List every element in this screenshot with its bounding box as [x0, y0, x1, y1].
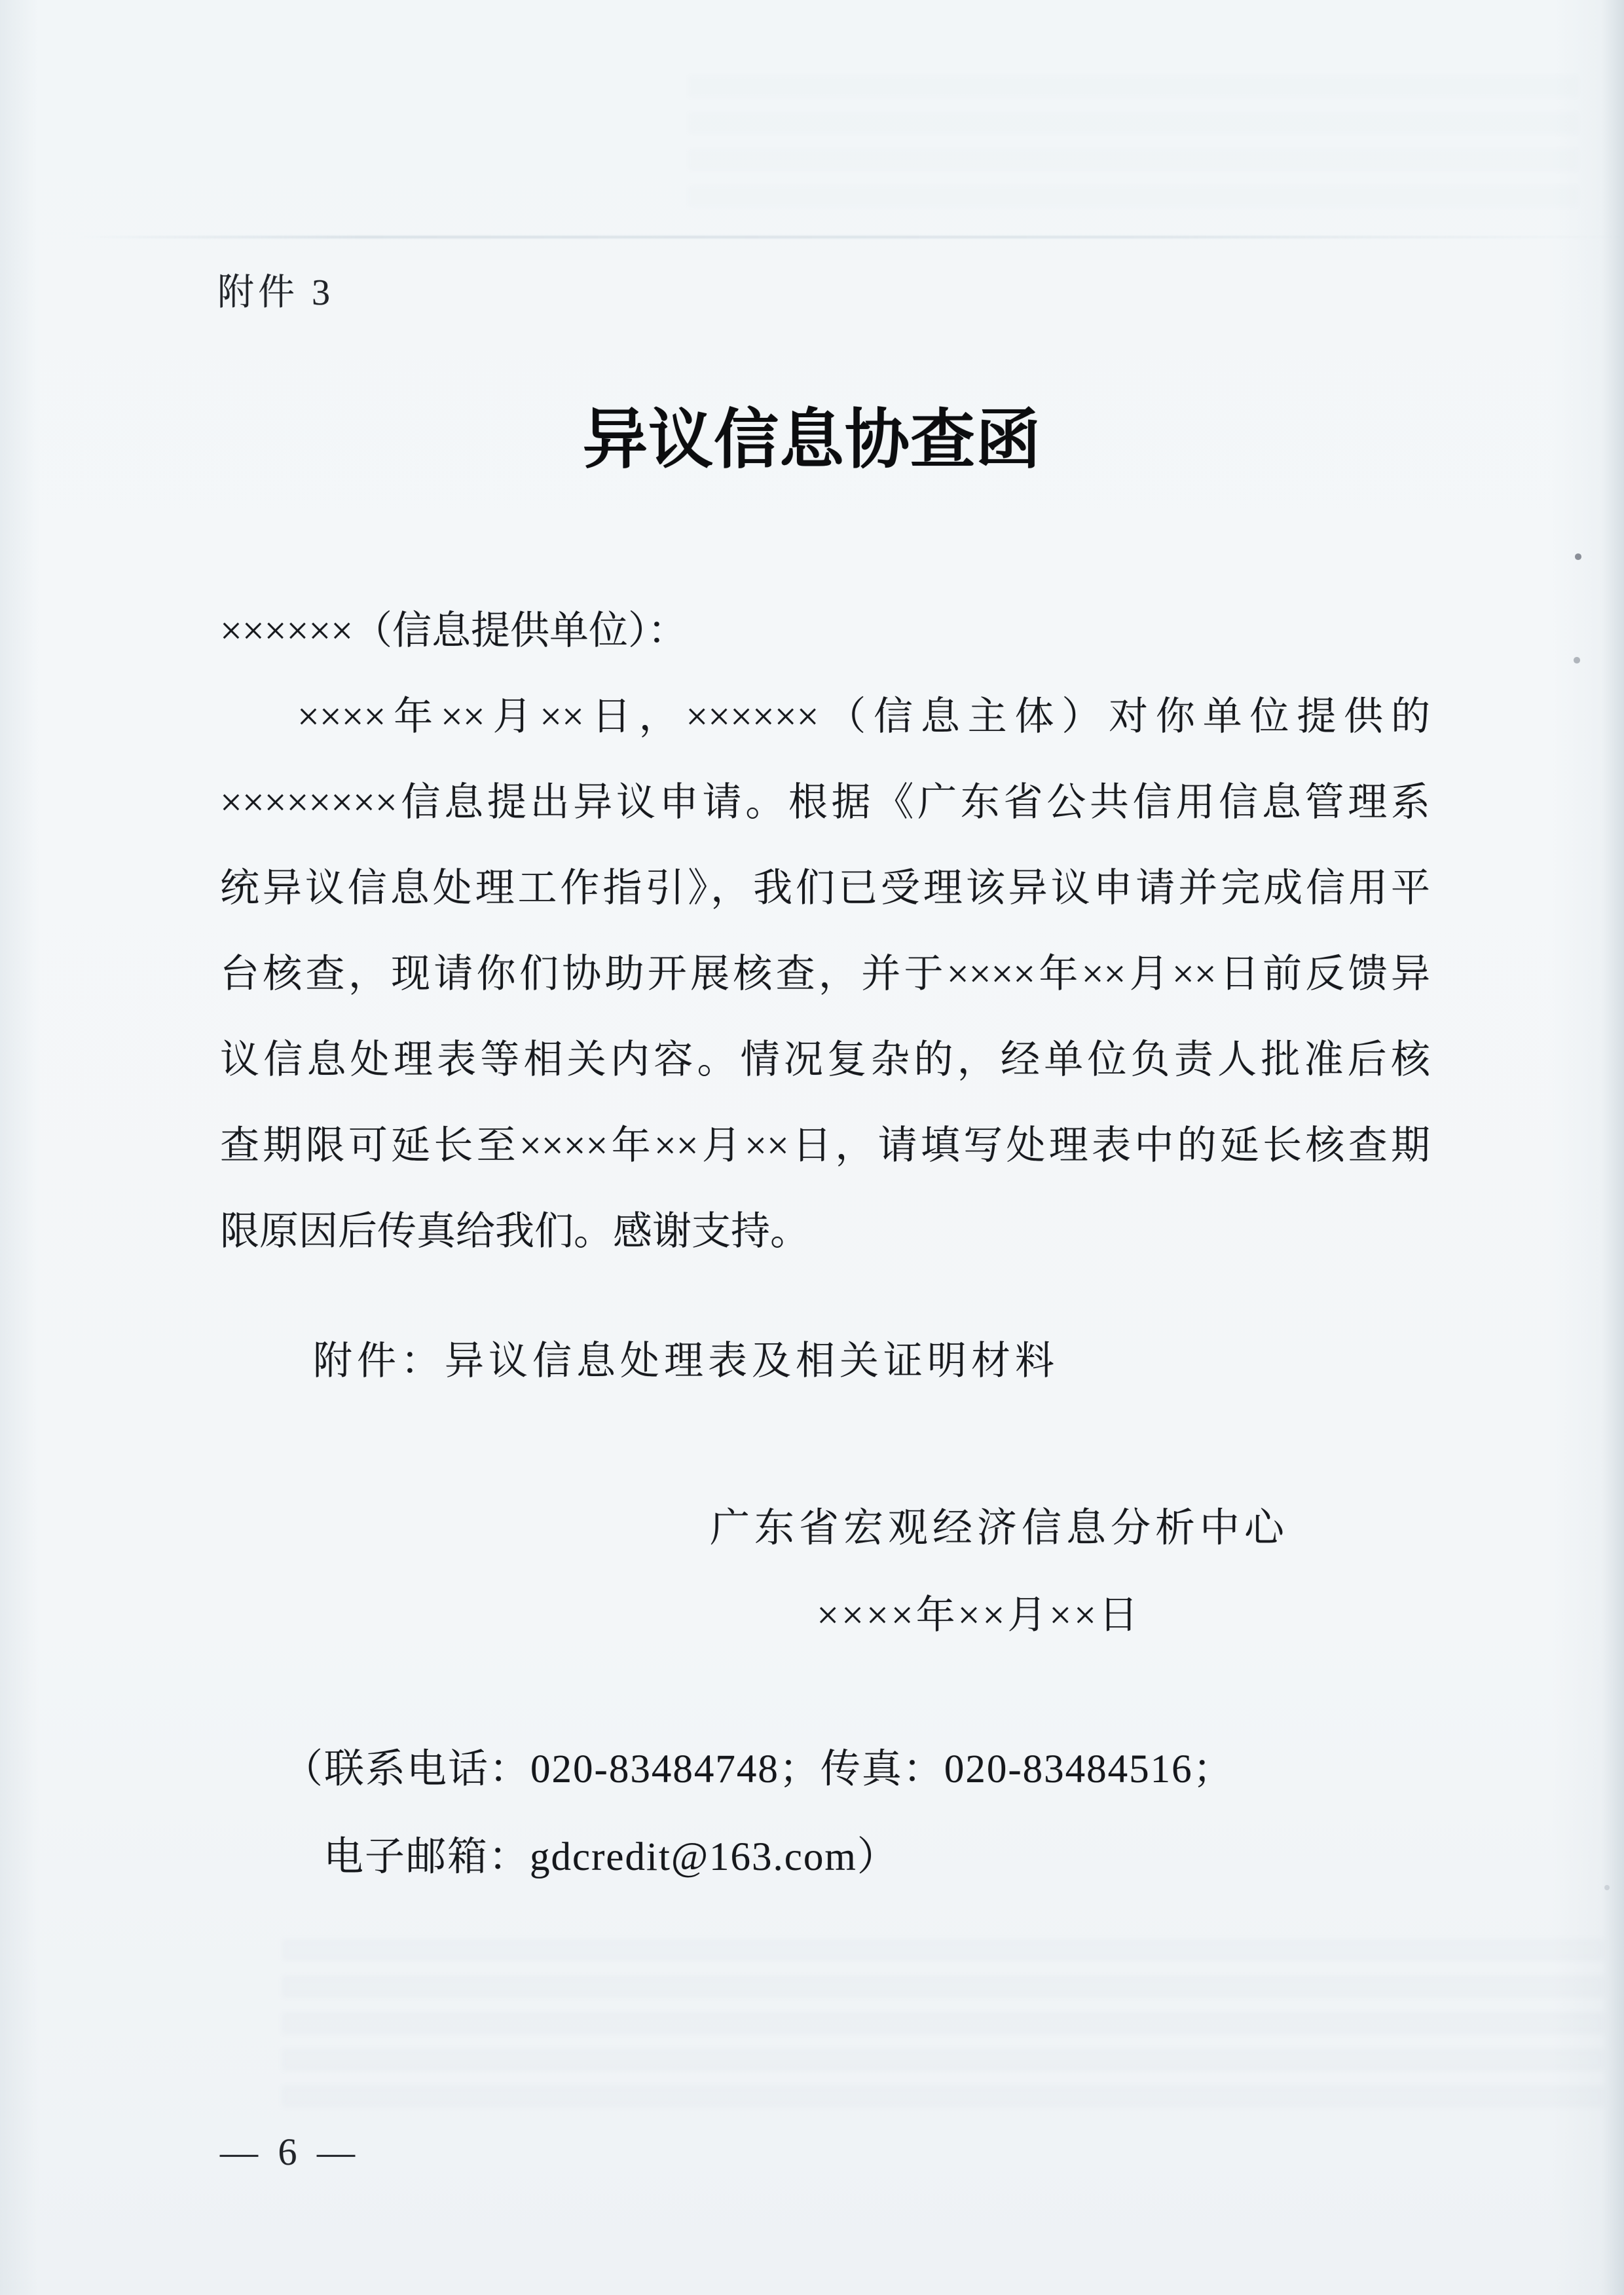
signature-organization: 广东省宏观经济信息分析中心: [709, 1506, 1289, 1550]
show-through-ghosting-bottom: [282, 1939, 1604, 2119]
scan-streak-artifact: [79, 236, 1624, 238]
body-line: 限原因后传真给我们。感谢支持。: [220, 1210, 809, 1253]
contact-email-line: 电子邮箱：gdcredit@163.com）: [323, 1835, 898, 1879]
body-line: 议信息处理表等相关内容。情况复杂的，经单位负责人批准后核: [220, 1038, 1430, 1081]
body-line: 台核查，现请你们协助开展核查，并于××××年××月××日前反馈异: [220, 952, 1430, 996]
attachment-number-label: 附件 3: [217, 272, 334, 313]
show-through-ghosting-top: [688, 75, 1578, 213]
page-number: — 6 —: [220, 2131, 360, 2173]
contact-phone-fax-line: （联系电话：020-83484748；传真：020-83484516；: [283, 1747, 1234, 1791]
document-title: 异议信息协查函: [583, 402, 1041, 477]
attachment-note-line: 附件：异议信息处理表及相关证明材料: [313, 1339, 1059, 1383]
signature-date: ××××年××月××日: [817, 1594, 1141, 1637]
body-line: ××××××××信息提出异议申请。根据《广东省公共信用信息管理系: [220, 781, 1430, 824]
letter-body: [220, 588, 1430, 1275]
body-line: 查期限可延长至××××年××月××日，请填写处理表中的延长核查期: [220, 1124, 1430, 1167]
body-line: 统异议信息处理工作指引》，我们已受理该异议申请并完成信用平: [220, 867, 1430, 910]
salutation-line: ××××××（信息提供单位）：: [220, 609, 688, 652]
body-line: ××××年××月××日，××××××（信息主体）对你单位提供的: [297, 695, 1430, 738]
scan-speck-artifacts: [0, 0, 3, 3]
